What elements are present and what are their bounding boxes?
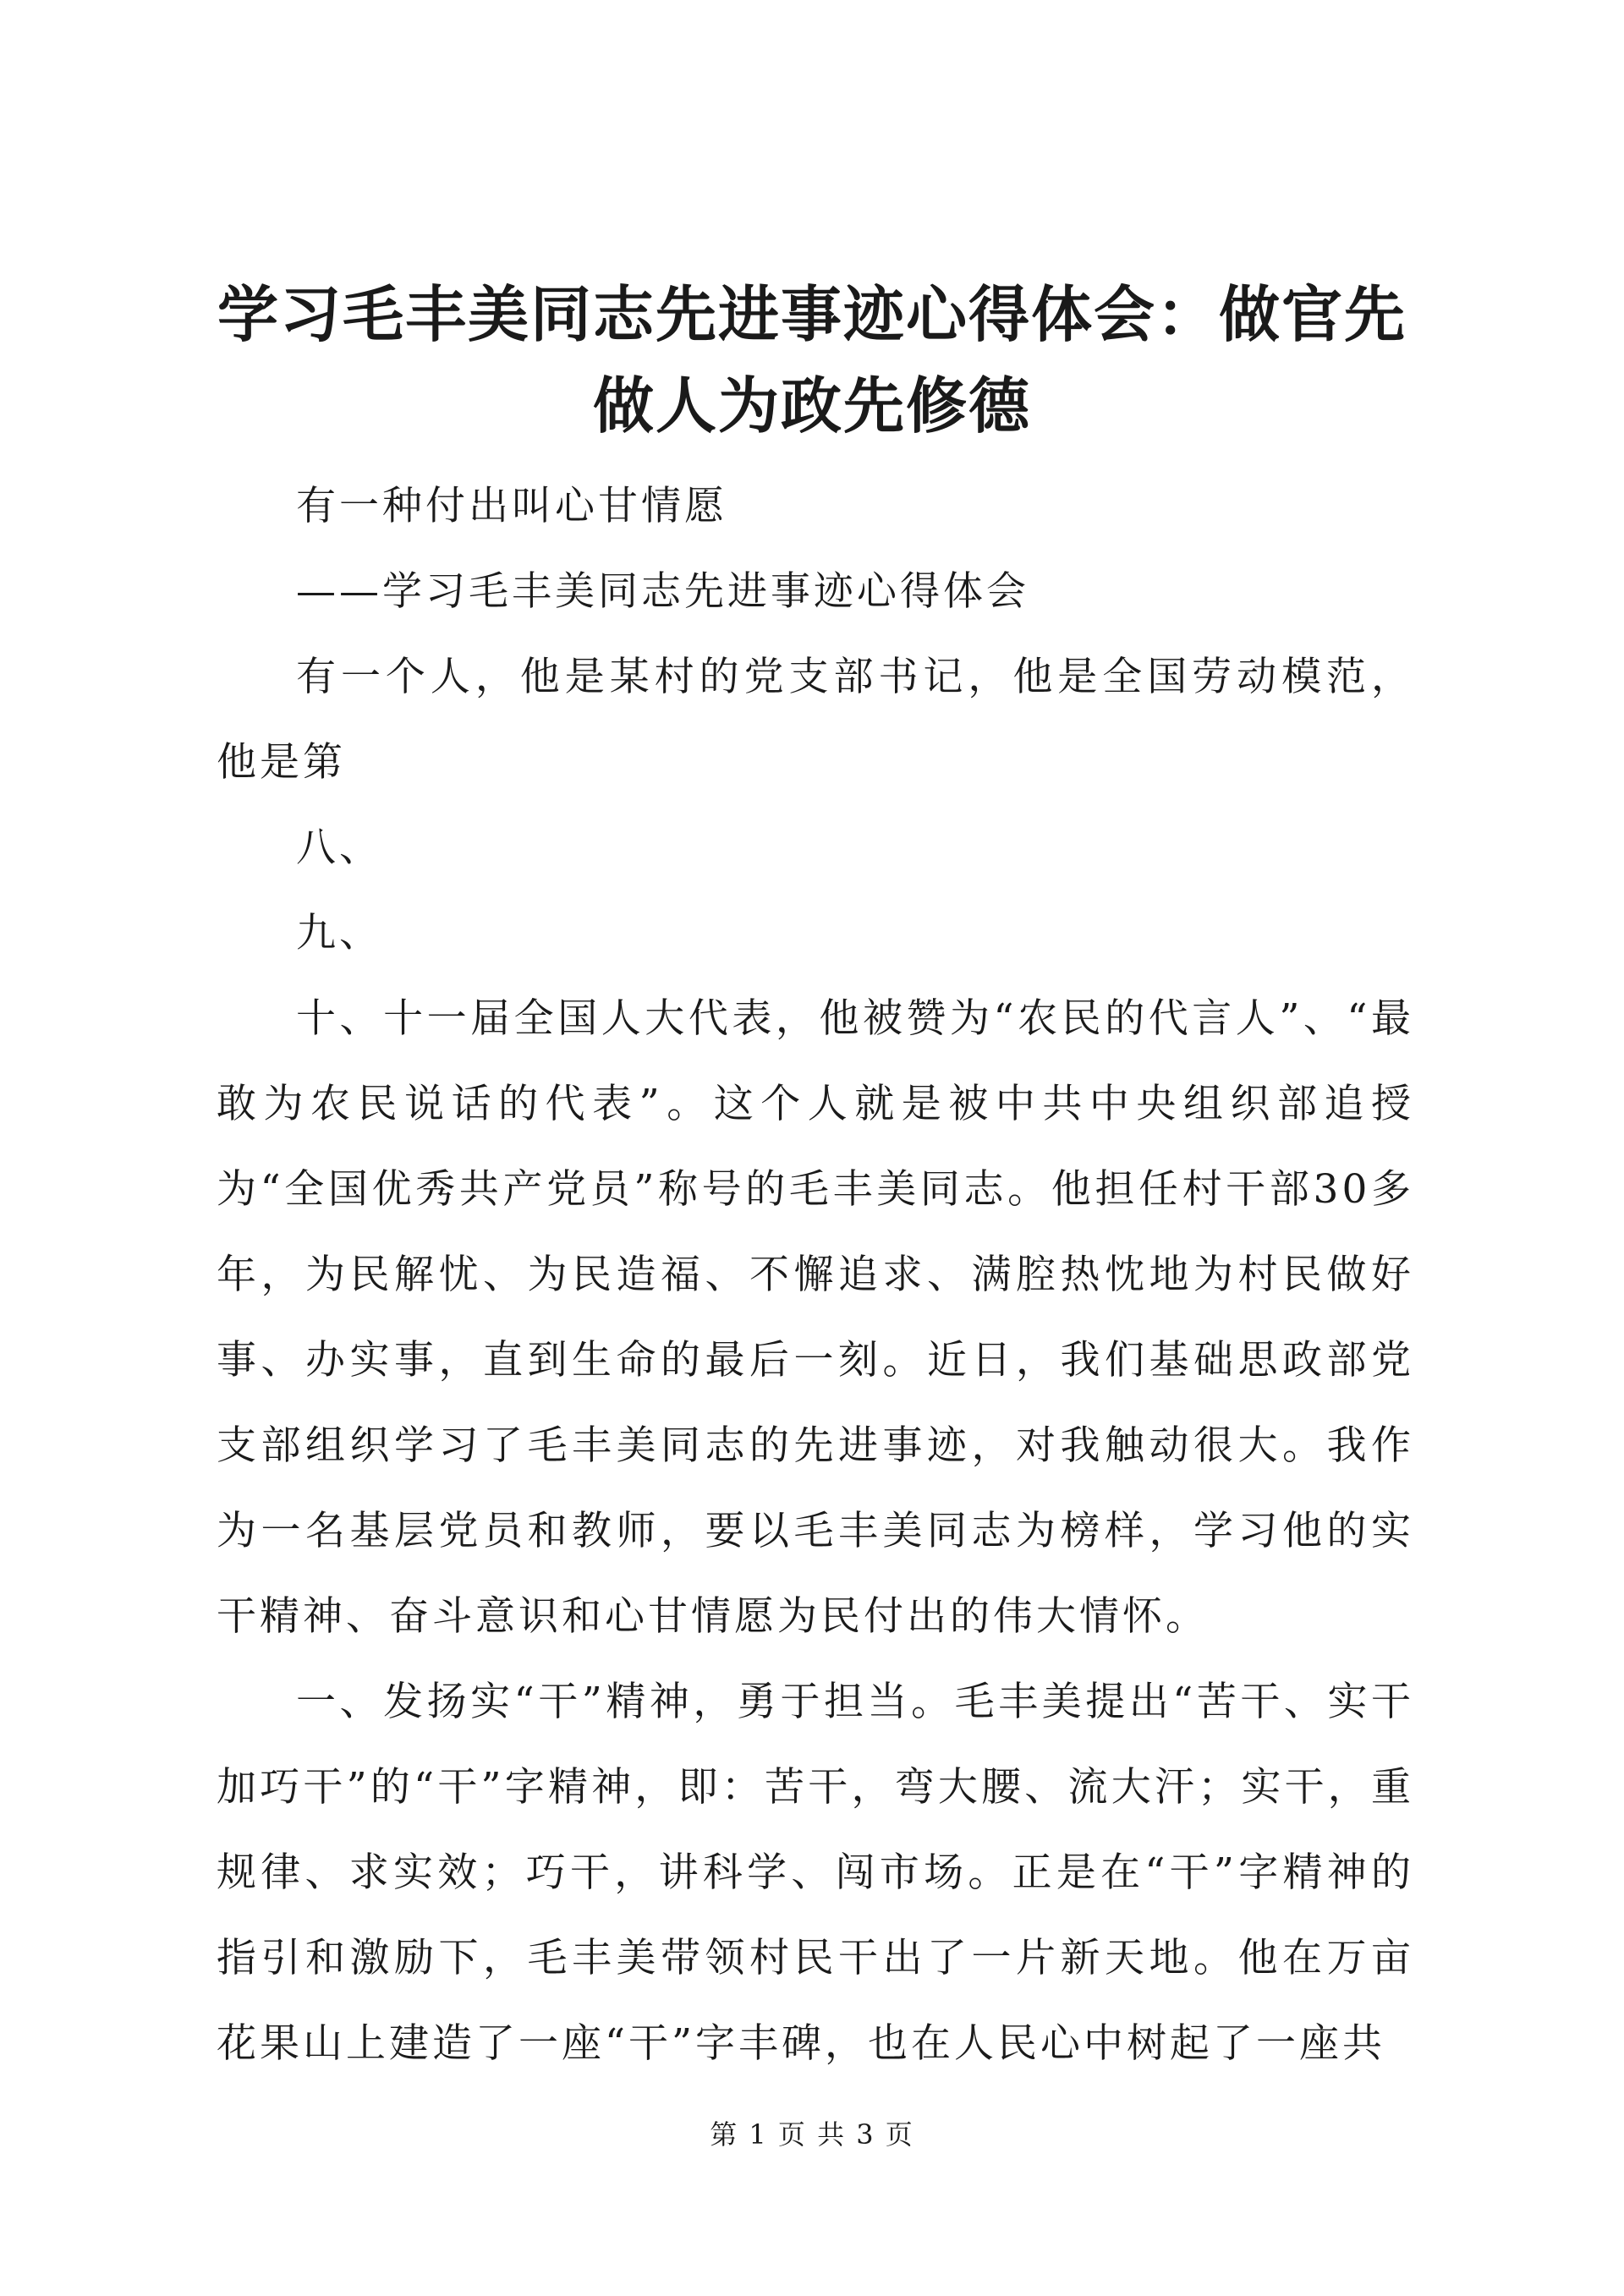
paragraph: 九、 bbox=[296, 910, 382, 956]
paragraph: 有一个人，他是某村的党支部书记，他是全国劳动模范，他是第 bbox=[217, 654, 1414, 786]
paragraph: 一、发扬实“干”精神，勇于担当。毛丰美提出“苦干、实干加巧干”的“干”字精神，即：苦干，弯大腰、流大汗；实干，重规律、求实效；巧干，讲科学、闯市场。正是在“干”字精神的指引和激励下，毛丰美带领村民干出了一片新天地。他在万亩花果山上建造了一座“干”字丰碑，也在人民心中树起了一座共 bbox=[217, 1679, 1414, 2067]
paragraph: 八、 bbox=[296, 825, 382, 871]
page-number-footer: 第 1 页 共 3 页 bbox=[710, 2118, 914, 2151]
paragraph: 十、十一届全国人大代表，他被赞为“农民的代言人”、“最敢为农民说话的代表”。这个人就是被中共中央组织部追授为“全国优秀共产党员”称号的毛丰美同志。他担任村干部30多年，为民解忧、为民造福、不懈追求、满腔热忱地为村民做好事、办实事，直到生命的最后一刻。近日，我们基础思政部党支部组织学习了毛丰美同志的先进事迹，对我触动很大。我作为一名基层党员和教师，要以毛丰美同志为榜样，学习他的实干精神、奋斗意识和心甘情愿为民付出的伟大情怀。 bbox=[217, 995, 1414, 1640]
document-body bbox=[217, 463, 1414, 2086]
document-title: 学习毛丰美同志先进事迹心得体会：做官先做人为政先修德 bbox=[217, 278, 1407, 441]
paragraph-subtitle: 有一种付出叫心甘情愿 bbox=[296, 483, 727, 529]
paragraph-subtitle-dash: ——学习毛丰美同志先进事迹心得体会 bbox=[296, 568, 1029, 615]
